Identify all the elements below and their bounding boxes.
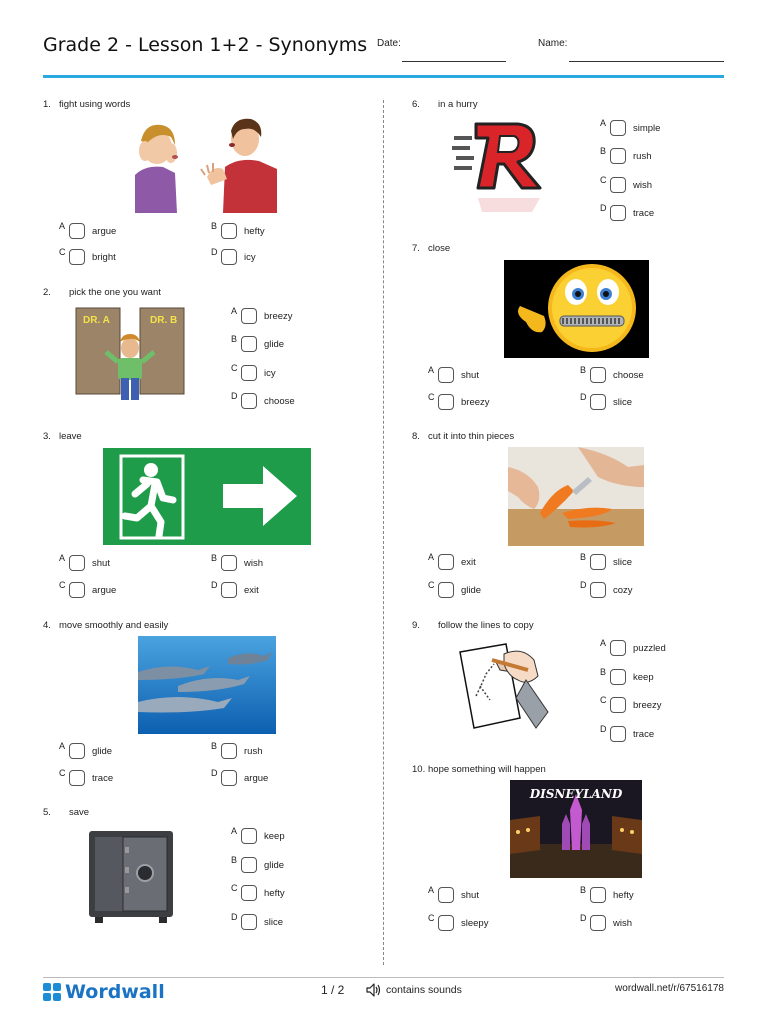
option-c[interactable] (59, 769, 113, 787)
question-text: hope something will happen (428, 764, 546, 775)
answer-checkbox[interactable] (590, 582, 606, 598)
option-label: bright (92, 251, 116, 263)
zipped-mouth-emoji-picture (504, 260, 649, 358)
answer-checkbox[interactable] (438, 582, 454, 598)
option-label: wish (633, 179, 653, 191)
question-number: 2. (43, 287, 51, 298)
question-text: pick the one you want (69, 287, 161, 298)
option-label: trace (92, 772, 114, 784)
option-letter: B (211, 741, 218, 751)
option-letter: D (600, 724, 607, 734)
answer-checkbox[interactable] (241, 365, 257, 381)
option-label: glide (264, 338, 285, 350)
question-number: 4. (43, 620, 51, 631)
option-a[interactable] (428, 886, 479, 904)
option-letter: B (211, 553, 218, 563)
answer-checkbox[interactable] (241, 914, 257, 930)
option-label: exit (244, 584, 259, 596)
footer-rule (43, 977, 724, 978)
option-label: argue (92, 225, 117, 237)
exit-sign-picture (103, 448, 311, 545)
option-label: slice (264, 916, 284, 928)
door-b-label: DR. B (150, 315, 178, 326)
option-label: wish (613, 917, 633, 929)
option-letter: C (59, 580, 66, 590)
option-a[interactable] (428, 553, 476, 571)
answer-checkbox[interactable] (69, 743, 85, 759)
option-letter: B (600, 667, 607, 677)
question-number: 6. (412, 99, 420, 110)
option-letter: B (231, 334, 238, 344)
safe-picture (85, 827, 177, 925)
option-b[interactable] (211, 554, 263, 572)
option-label: slice (613, 556, 633, 568)
wordwall-logo-text: Wordwall (65, 981, 165, 1003)
option-label: choose (613, 369, 644, 381)
option-letter: A (600, 118, 607, 128)
option-letter: C (428, 392, 435, 402)
option-letter: D (231, 912, 238, 922)
date-label: Date: (377, 38, 401, 49)
option-label: argue (92, 584, 117, 596)
activity-url[interactable]: wordwall.net/r/67516178 (615, 983, 724, 994)
option-letter: C (231, 363, 238, 373)
option-a[interactable] (600, 639, 666, 657)
option-label: exit (461, 556, 476, 568)
name-field-line[interactable] (569, 61, 724, 62)
answer-checkbox[interactable] (69, 770, 85, 786)
option-label: rush (633, 150, 652, 162)
option-c[interactable] (600, 176, 652, 194)
tracing-hand-picture (456, 640, 550, 734)
disneyland-picture (510, 780, 642, 878)
option-label: shut (92, 557, 110, 569)
option-label: breezy (633, 699, 662, 711)
answer-checkbox[interactable] (221, 249, 237, 265)
option-label: wish (244, 557, 264, 569)
option-label: glide (264, 859, 285, 871)
question-text: close (428, 243, 451, 254)
option-letter: C (600, 695, 607, 705)
option-a[interactable] (59, 222, 116, 240)
answer-checkbox[interactable] (610, 177, 626, 193)
answer-checkbox[interactable] (221, 743, 237, 759)
option-letter: B (580, 552, 587, 562)
option-b[interactable] (580, 366, 644, 384)
wordwall-logo-icon (43, 983, 61, 1001)
option-label: argue (244, 772, 269, 784)
answer-checkbox[interactable] (610, 640, 626, 656)
question-text: in a hurry (438, 99, 478, 110)
option-letter: D (580, 913, 587, 923)
worksheet-header (43, 30, 724, 78)
option-letter: B (231, 855, 238, 865)
answer-checkbox[interactable] (590, 367, 606, 383)
option-c[interactable] (59, 248, 116, 266)
option-label: keep (264, 830, 285, 842)
answer-checkbox[interactable] (69, 582, 85, 598)
sounds-text: contains sounds (386, 984, 462, 996)
option-d[interactable] (600, 204, 654, 222)
option-label: slice (613, 396, 633, 408)
option-letter: A (59, 741, 66, 751)
option-b[interactable] (580, 553, 632, 571)
question-text: leave (59, 431, 82, 442)
option-letter: B (580, 365, 587, 375)
option-label: keep (633, 671, 654, 683)
option-label: cozy (613, 584, 633, 596)
answer-checkbox[interactable] (610, 697, 626, 713)
answer-checkbox[interactable] (590, 887, 606, 903)
option-d[interactable] (580, 393, 632, 411)
option-letter: C (59, 768, 66, 778)
option-label: icy (244, 251, 256, 263)
option-letter: A (231, 306, 238, 316)
option-d[interactable] (211, 769, 268, 787)
option-letter: A (59, 553, 66, 563)
question-number: 1. (43, 99, 51, 110)
answer-checkbox[interactable] (221, 770, 237, 786)
option-d[interactable] (600, 725, 654, 743)
option-d[interactable] (580, 581, 633, 599)
question-text: follow the lines to copy (438, 620, 534, 631)
question-number: 8. (412, 431, 420, 442)
option-c[interactable] (231, 884, 285, 902)
question-number: 7. (412, 243, 420, 254)
option-d[interactable] (231, 392, 295, 410)
disneyland-text: DISNEYLAND (529, 787, 623, 801)
question-text: fight using words (59, 99, 131, 110)
option-c[interactable] (600, 696, 662, 714)
option-letter: B (600, 146, 607, 156)
option-c[interactable] (428, 581, 481, 599)
answer-checkbox[interactable] (438, 554, 454, 570)
option-label: glide (92, 745, 113, 757)
option-letter: A (59, 221, 66, 231)
option-b[interactable] (211, 742, 262, 760)
option-label: breezy (461, 396, 490, 408)
answer-checkbox[interactable] (590, 915, 606, 931)
option-letter: D (231, 391, 238, 401)
answer-checkbox[interactable] (241, 828, 257, 844)
option-a[interactable] (231, 827, 285, 845)
option-letter: A (231, 826, 238, 836)
option-label: shut (461, 889, 479, 901)
option-b[interactable] (600, 147, 651, 165)
question-text: save (69, 807, 90, 818)
option-letter: D (211, 768, 218, 778)
option-label: sleepy (461, 917, 489, 929)
option-letter: D (580, 580, 587, 590)
answer-checkbox[interactable] (221, 555, 237, 571)
answer-checkbox[interactable] (438, 367, 454, 383)
option-letter: C (428, 913, 435, 923)
answer-checkbox[interactable] (221, 582, 237, 598)
wordwall-logo[interactable] (43, 982, 165, 1002)
option-label: trace (633, 728, 655, 740)
column-divider (383, 100, 384, 965)
option-letter: D (580, 392, 587, 402)
option-a[interactable] (59, 742, 112, 760)
option-c[interactable] (59, 581, 116, 599)
option-letter: C (231, 883, 238, 893)
answer-checkbox[interactable] (241, 393, 257, 409)
option-letter: C (428, 580, 435, 590)
question-number: 9. (412, 620, 420, 631)
answer-checkbox[interactable] (438, 915, 454, 931)
option-letter: C (600, 175, 607, 185)
option-letter: A (428, 365, 435, 375)
option-d[interactable] (211, 248, 256, 266)
option-label: puzzled (633, 642, 666, 654)
answer-checkbox[interactable] (610, 669, 626, 685)
name-label: Name: (538, 38, 568, 49)
answer-checkbox[interactable] (590, 554, 606, 570)
option-label: rush (244, 745, 263, 757)
option-letter: A (428, 885, 435, 895)
doors-choice-picture (74, 306, 186, 406)
answer-checkbox[interactable] (438, 394, 454, 410)
option-letter: A (428, 552, 435, 562)
arguing-couple-picture (135, 117, 277, 213)
dolphins-picture (138, 636, 276, 734)
question-number: 3. (43, 431, 51, 442)
header-rule (43, 75, 724, 78)
option-a[interactable] (600, 119, 660, 137)
option-b[interactable] (600, 668, 654, 686)
option-label: shut (461, 369, 479, 381)
option-letter: D (600, 203, 607, 213)
option-d[interactable] (580, 914, 632, 932)
speaker-icon (366, 983, 382, 997)
option-b[interactable] (231, 856, 284, 874)
answer-checkbox[interactable] (241, 308, 257, 324)
option-letter: A (600, 638, 607, 648)
option-label: hefty (244, 225, 265, 237)
question-number: 5. (43, 807, 51, 818)
question-text: move smoothly and easily (59, 620, 169, 631)
answer-checkbox[interactable] (610, 205, 626, 221)
answer-checkbox[interactable] (69, 555, 85, 571)
option-letter: B (580, 885, 587, 895)
rush-logo-picture (452, 118, 548, 214)
option-letter: C (59, 247, 66, 257)
option-a[interactable] (428, 366, 479, 384)
option-letter: B (211, 221, 218, 231)
option-letter: D (211, 247, 218, 257)
option-letter: D (211, 580, 218, 590)
option-a[interactable] (59, 554, 110, 572)
question-text: cut it into thin pieces (428, 431, 515, 442)
slicing-carrot-picture (508, 447, 644, 546)
answer-checkbox[interactable] (610, 148, 626, 164)
option-b[interactable] (580, 886, 634, 904)
option-label: hefty (264, 887, 285, 899)
option-label: simple (633, 122, 661, 134)
option-label: breezy (264, 310, 293, 322)
option-label: icy (264, 367, 276, 379)
contains-sounds-note (366, 983, 462, 997)
option-d[interactable] (211, 581, 259, 599)
answer-checkbox[interactable] (610, 120, 626, 136)
option-label: glide (461, 584, 482, 596)
answer-checkbox[interactable] (69, 223, 85, 239)
answer-checkbox[interactable] (221, 223, 237, 239)
option-label: hefty (613, 889, 634, 901)
answer-checkbox[interactable] (69, 249, 85, 265)
answer-checkbox[interactable] (438, 887, 454, 903)
date-field-line[interactable] (402, 61, 506, 62)
door-a-label: DR. A (83, 315, 110, 326)
answer-checkbox[interactable] (241, 857, 257, 873)
option-d[interactable] (231, 913, 283, 931)
option-c[interactable] (428, 393, 490, 411)
option-c[interactable] (231, 364, 276, 382)
option-b[interactable] (211, 222, 265, 240)
answer-checkbox[interactable] (241, 885, 257, 901)
page-indicator: 1 / 2 (321, 983, 345, 997)
answer-checkbox[interactable] (241, 336, 257, 352)
page-title: Grade 2 - Lesson 1+2 - Synonyms (43, 34, 368, 56)
answer-checkbox[interactable] (610, 726, 626, 742)
option-label: trace (633, 207, 655, 219)
option-c[interactable] (428, 914, 488, 932)
option-b[interactable] (231, 335, 284, 353)
answer-checkbox[interactable] (590, 394, 606, 410)
question-number: 10. (412, 764, 426, 775)
option-a[interactable] (231, 307, 293, 325)
option-label: choose (264, 395, 295, 407)
